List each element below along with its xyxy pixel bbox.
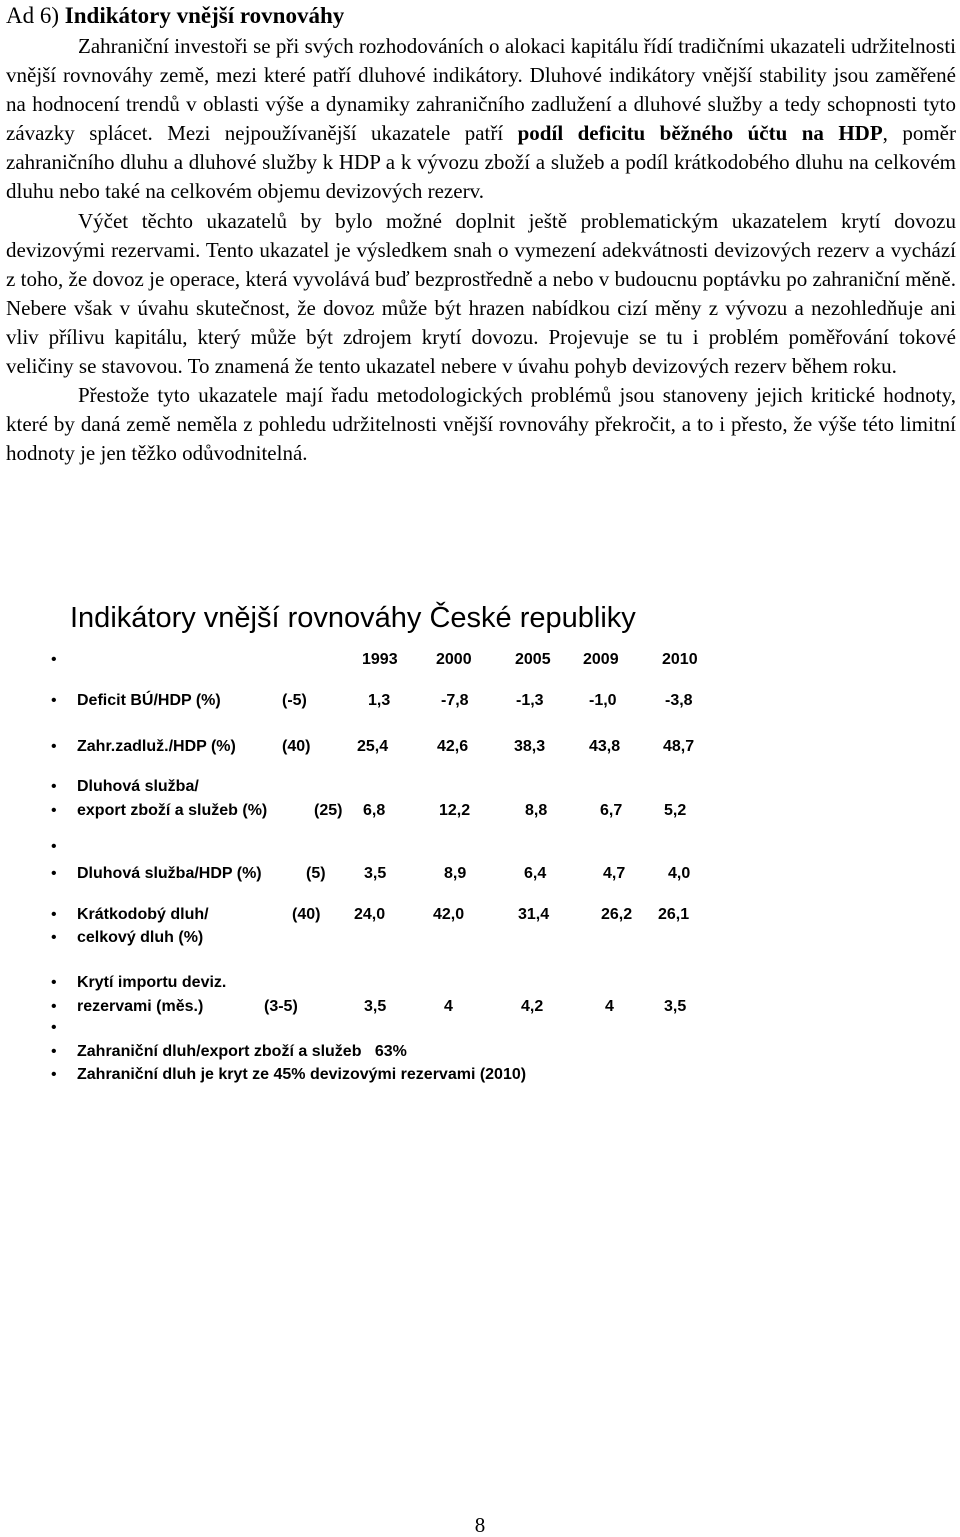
cell-value: 4,2 — [521, 998, 544, 1015]
row-label: Dluhová služba/ — [77, 778, 199, 795]
bullet: • — [51, 1019, 57, 1036]
cell-value: 6,7 — [600, 802, 623, 819]
cell-value: 42,6 — [437, 738, 469, 755]
cell-value: 4 — [605, 998, 614, 1015]
cell-value: -7,8 — [441, 692, 469, 709]
year-header: 2005 — [515, 651, 551, 668]
bullet: • — [51, 974, 57, 991]
section-heading — [6, 2, 344, 30]
bullet: • — [51, 998, 57, 1015]
row-label: Zahr.zadluž./HDP (%) — [77, 738, 236, 755]
cell-value: 3,5 — [364, 865, 387, 882]
note-row — [0, 1041, 960, 1063]
row-limit: (3-5) — [264, 998, 298, 1015]
row-limit: (5) — [306, 865, 326, 882]
row-label: Dluhová služba/HDP (%) — [77, 865, 262, 882]
row-label: Deficit BÚ/HDP (%) — [77, 692, 221, 709]
row-sluzba-export — [0, 800, 960, 822]
row-limit: (40) — [282, 738, 311, 755]
row-label: rezervami (měs.) — [77, 998, 204, 1015]
paragraph-3: Přestože tyto ukazatele mají řadu metodologických problémů jsou stanoveny jejich kritické hodnoty, které by daná země neměla z pohledu udržitelnosti vnější rovnováhy překročit, a to i přesto, že výše této limitní hodnoty je jen těžko odůvodnitelná. — [6, 383, 956, 466]
cell-value: 12,2 — [439, 802, 471, 819]
cell-value: 48,7 — [663, 738, 695, 755]
year-header: 2010 — [662, 651, 698, 668]
row-zadluzeni — [0, 736, 960, 758]
cell-value: 43,8 — [589, 738, 621, 755]
paragraph-1-text-a: Zahraniční investoři se při svých rozhodováních o alokaci kapitálu řídí tradičními ukazateli udržitelnosti vnější rovnováhy země, mezi které patří dluhové indikátory. Dluhové indikátory vnější stability jsou zaměřené na hodnocení trendů v oblasti výše a dynamiky zahraničního zadlužení a dluhové služby a tedy schopnosti tyto závazky splácet. Mezi nejpoužívanější ukazatele patří — [6, 34, 956, 146]
cell-value: -1,3 — [516, 692, 544, 709]
row-label: celkový dluh (%) — [77, 929, 204, 946]
cell-value: 38,3 — [514, 738, 546, 755]
row-sluzba-hdp — [0, 863, 960, 885]
row-deficit — [0, 690, 960, 712]
row-kratkodoby-label — [0, 927, 960, 949]
cell-value: 26,1 — [658, 906, 690, 923]
cell-value: 42,0 — [433, 906, 465, 923]
empty-bullet-row — [0, 1017, 960, 1039]
row-label: Krátkodobý dluh/ — [77, 906, 209, 923]
row-label: export zboží a služeb (%) — [77, 802, 268, 819]
row-limit: (25) — [314, 802, 343, 819]
bullet: • — [51, 865, 57, 882]
row-kratkodoby — [0, 904, 960, 926]
bullet: • — [51, 929, 57, 946]
cell-value: 4,0 — [668, 865, 691, 882]
heading-title: Indikátory vnější rovnováhy — [64, 3, 345, 28]
empty-bullet-row — [0, 836, 960, 858]
cell-value: 6,8 — [363, 802, 386, 819]
note-row — [0, 1064, 960, 1086]
cell-value: 24,0 — [354, 906, 386, 923]
bullet: • — [51, 838, 57, 855]
cell-value: 4,7 — [603, 865, 626, 882]
row-kryti-label — [0, 972, 960, 994]
row-label: Krytí importu deviz. — [77, 974, 227, 991]
cell-value: 8,9 — [444, 865, 467, 882]
note-text: Zahraniční dluh je kryt ze 45% devizovými rezervami (2010) — [77, 1066, 527, 1083]
bullet: • — [51, 778, 57, 795]
cell-value: 1,3 — [368, 692, 391, 709]
bullet: • — [51, 1043, 57, 1060]
year-header: 2000 — [436, 651, 472, 668]
bullet: • — [51, 1066, 57, 1083]
slide-title: Indikátory vnější rovnováhy České republiky — [70, 602, 636, 634]
years-row — [0, 649, 960, 671]
cell-value: 8,8 — [525, 802, 548, 819]
note-text: Zahraniční dluh/export zboží a služeb 63% — [77, 1043, 407, 1060]
paragraph-2: Výčet těchto ukazatelů by bylo možné doplnit ještě problematickým ukazatelem krytí dovozu devizovými rezervami. Tento ukazatel je výsledkem snah o vymezení adekvátnosti devizových rezerv a vychází z toho, že dovoz je operace, která vyvolává buď bezprostředně a nebo v budoucnu poptávku po zahraniční měně. Nebere však v úvahu skutečnost, že dovoz může být hrazen nabídkou cizí měny z vývozu a nezohledňuje ani vliv přílivu kapitálu, který může být zdrojem krytí dovozu. Projevuje se tu i problém poměřování tokové veličiny se stavovou. To znamená že tento ukazatel nebere v úvahu pohyb devizových rezerv během roku. — [6, 208, 956, 379]
year-header: 1993 — [362, 651, 398, 668]
cell-value: -3,8 — [665, 692, 693, 709]
bullet: • — [51, 651, 57, 668]
bullet: • — [51, 738, 57, 755]
paragraph-1 — [6, 32, 956, 207]
cell-value: 31,4 — [518, 906, 550, 923]
year-header: 2009 — [583, 651, 619, 668]
row-sluzba-export-label — [0, 776, 960, 798]
paragraph-1-text-b: , poměr zahraničního dluhu a dluhové služby k HDP a k vývozu zboží a služeb a podíl krátkodobého dluhu na celkovém dluhu nebo také na celkovém objemu devizových rezerv. — [6, 121, 956, 204]
cell-value: 26,2 — [601, 906, 633, 923]
page-number: 8 — [474, 1513, 486, 1537]
cell-value: -1,0 — [589, 692, 617, 709]
cell-value: 25,4 — [357, 738, 389, 755]
cell-value: 5,2 — [664, 802, 687, 819]
row-kryti — [0, 996, 960, 1018]
cell-value: 3,5 — [664, 998, 687, 1015]
cell-value: 6,4 — [524, 865, 547, 882]
cell-value: 4 — [444, 998, 453, 1015]
paragraph-1-bold: podíl deficitu běžného účtu na HDP — [517, 121, 883, 146]
row-limit: (40) — [292, 906, 321, 923]
heading-prefix: Ad 6) — [6, 3, 65, 28]
bullet: • — [51, 906, 57, 923]
bullet: • — [51, 802, 57, 819]
cell-value: 3,5 — [364, 998, 387, 1015]
body-text — [6, 32, 956, 468]
bullet: • — [51, 692, 57, 709]
row-limit: (-5) — [282, 692, 307, 709]
